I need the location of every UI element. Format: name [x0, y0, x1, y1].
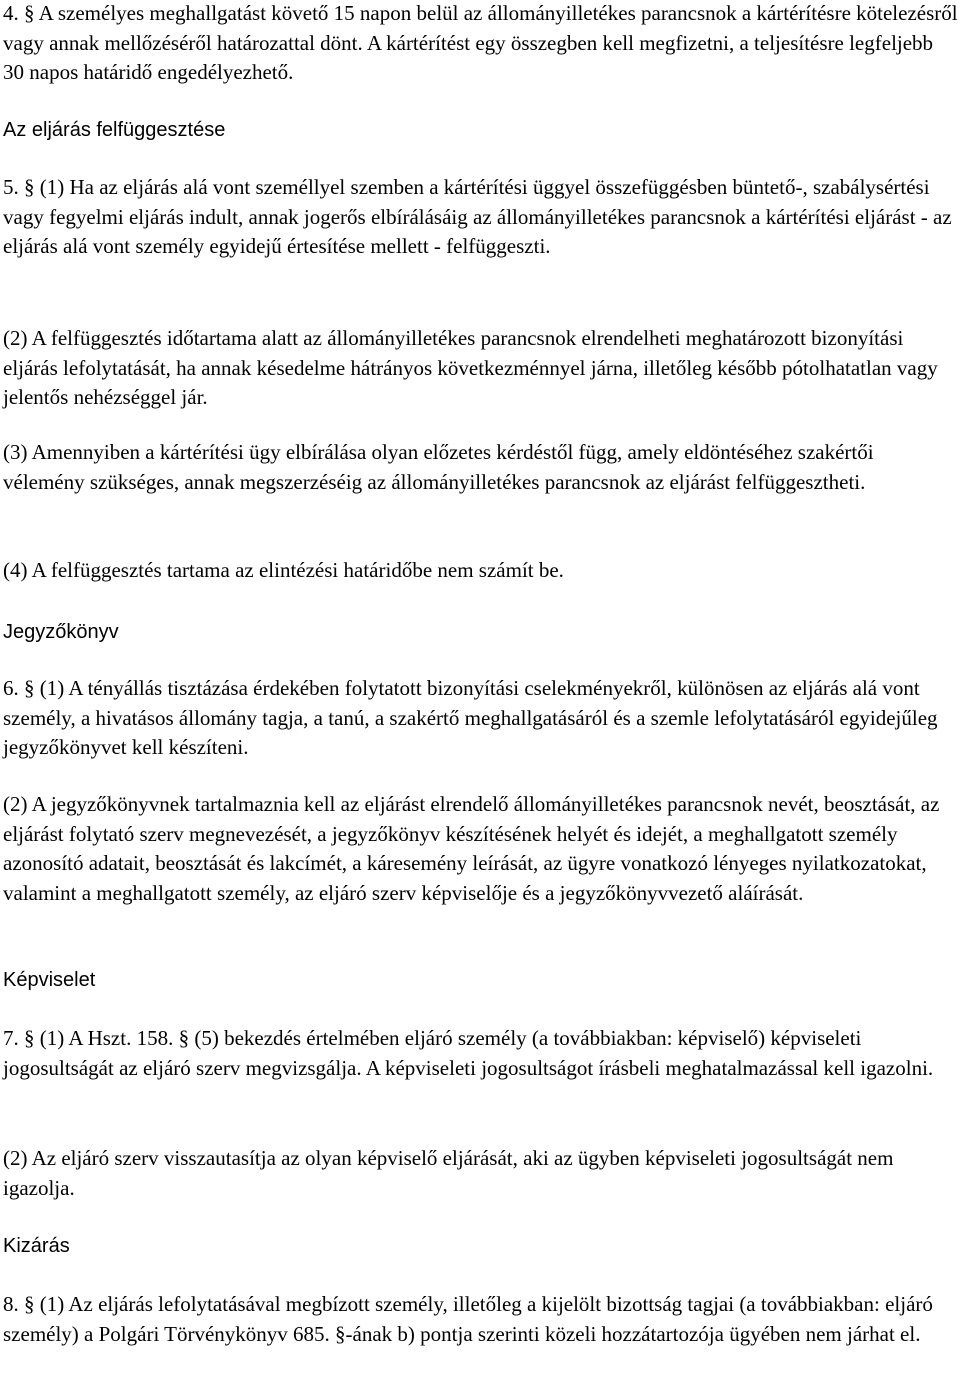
heading-kepviselet: Képviselet — [3, 969, 96, 991]
paragraph-4-section-4: 4. § A személyes meghallgatást követő 15 napon belül az állományilletékes parancsnok a kártérítésre kötelezésről vagy annak mellőzéséről határozattal dönt. A kártérítést egy összegben kell megfizetni, a teljesítésre legfeljebb 30 napos határidő engedélyezhető. — [3, 1, 958, 84]
paragraph-7-1: 7. § (1) A Hszt. 158. § (5) bekezdés értelmében eljáró személy (a továbbiakban: képviselő) képviseleti jogosultságát az eljáró szerv megvizsgálja. A képviseleti jogosultságot írásbeli meghatalmazással kell igazolni. — [3, 1026, 934, 1080]
heading-jegyzokonyv: Jegyzőkönyv — [3, 621, 119, 643]
paragraph-7-2: (2) Az eljáró szerv visszautasítja az olyan képviselő eljárását, aki az ügyben képviseleti jogosultságát nem igazolja. — [3, 1146, 894, 1200]
paragraph-5-3: (3) Amennyiben a kártérítési ügy elbírálása olyan előzetes kérdéstől függ, amely eldöntéséhez szakértői vélemény szükséges, annak megszerzéséig az állományilletékes parancsnok az eljárást felfüggesztheti. — [3, 440, 874, 494]
paragraph-8-1: 8. § (1) Az eljárás lefolytatásával megbízott személy, illetőleg a kijelölt bizottság tagjai (a továbbiakban: eljáró személy) a Polgári Törvénykönyv 685. §-ának b) pontja szerinti közeli hozzátartozója ügyében nem járhat el. — [3, 1292, 933, 1346]
paragraph-6-2: (2) A jegyzőkönyvnek tartalmaznia kell az eljárást elrendelő állományilletékes parancsnok nevét, beosztását, az eljárást folytató szerv megnevezését, a jegyzőkönyv készítésének helyét és idejét, a meghallgatott személy azonosító adatait, beosztását és lakcímét, a káresemény leírását, az ügyre vonatkozó lényeges nyilatkozatokat, valamint a meghallgatott személy, az eljáró szerv képviselője és a jegyzőkönyvvezető aláírását. — [3, 792, 940, 905]
paragraph-5-1: 5. § (1) Ha az eljárás alá vont személlyel szemben a kártérítési üggyel összefüggésben büntető-, szabálysértési vagy fegyelmi eljárás indult, annak jogerős elbírálásáig az állományilletékes parancsnok a kártérítési eljárást - az eljárás alá vont személy egyidejű értesítése mellett - felfüggeszti. — [3, 175, 952, 258]
paragraph-5-4: (4) A felfüggesztés tartama az elintézési határidőbe nem számít be. — [3, 558, 564, 582]
heading-felfuggesztes: Az eljárás felfüggesztése — [3, 119, 226, 141]
heading-kizaras: Kizárás — [3, 1235, 70, 1257]
paragraph-5-2: (2) A felfüggesztés időtartama alatt az állományilletékes parancsnok elrendelheti meghatározott bizonyítási eljárás lefolytatását, ha annak késedelme hátrányos következménnyel járna, illetőleg később pótolhatatlan vagy jelentős nehézséggel jár. — [3, 326, 938, 409]
paragraph-6-1: 6. § (1) A tényállás tisztázása érdekében folytatott bizonyítási cselekményekről, különösen az eljárás alá vont személy, a hivatásos állomány tagja, a tanú, a szakértő meghallgatásáról és a szemle lefolytatásáról egyidejűleg jegyzőkönyvet kell készíteni. — [3, 676, 938, 759]
